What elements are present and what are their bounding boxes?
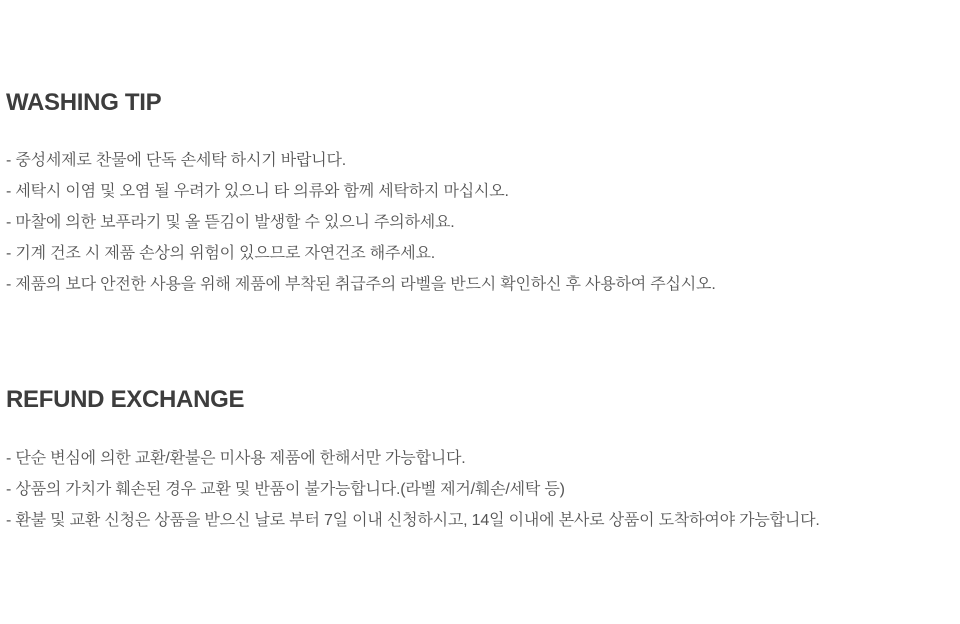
washing-tip-heading: WASHING TIP	[6, 89, 162, 116]
list-item: - 제품의 보다 안전한 사용을 위해 제품에 부착된 취급주의 라벨을 반드시 확인하신 후 사용하여 주십시오.	[6, 276, 716, 293]
list-item: - 기계 건조 시 제품 손상의 위험이 있으므로 자연건조 해주세요.	[6, 245, 435, 262]
washing-tip-list	[6, 145, 940, 300]
list-item: - 환불 및 교환 신청은 상품을 받으신 날로 부터 7일 이내 신청하시고, 14일 이내에 본사로 상품이 도착하여야 가능합니다.	[6, 512, 820, 529]
refund-exchange-heading: REFUND EXCHANGE	[6, 386, 245, 413]
list-item: - 마찰에 의한 보푸라기 및 올 뜯김이 발생할 수 있으니 주의하세요.	[6, 214, 455, 231]
list-item: - 단순 변심에 의한 교환/환불은 미사용 제품에 한해서만 가능합니다.	[6, 450, 466, 467]
refund-exchange-list	[6, 443, 940, 536]
list-item: - 중성세제로 찬물에 단독 손세탁 하시기 바랍니다.	[6, 152, 346, 169]
list-item: - 세탁시 이염 및 오염 될 우려가 있으니 타 의류와 함께 세탁하지 마십시오.	[6, 183, 509, 200]
list-item: - 상품의 가치가 훼손된 경우 교환 및 반품이 불가능합니다.(라벨 제거/훼손/세탁 등)	[6, 481, 565, 498]
